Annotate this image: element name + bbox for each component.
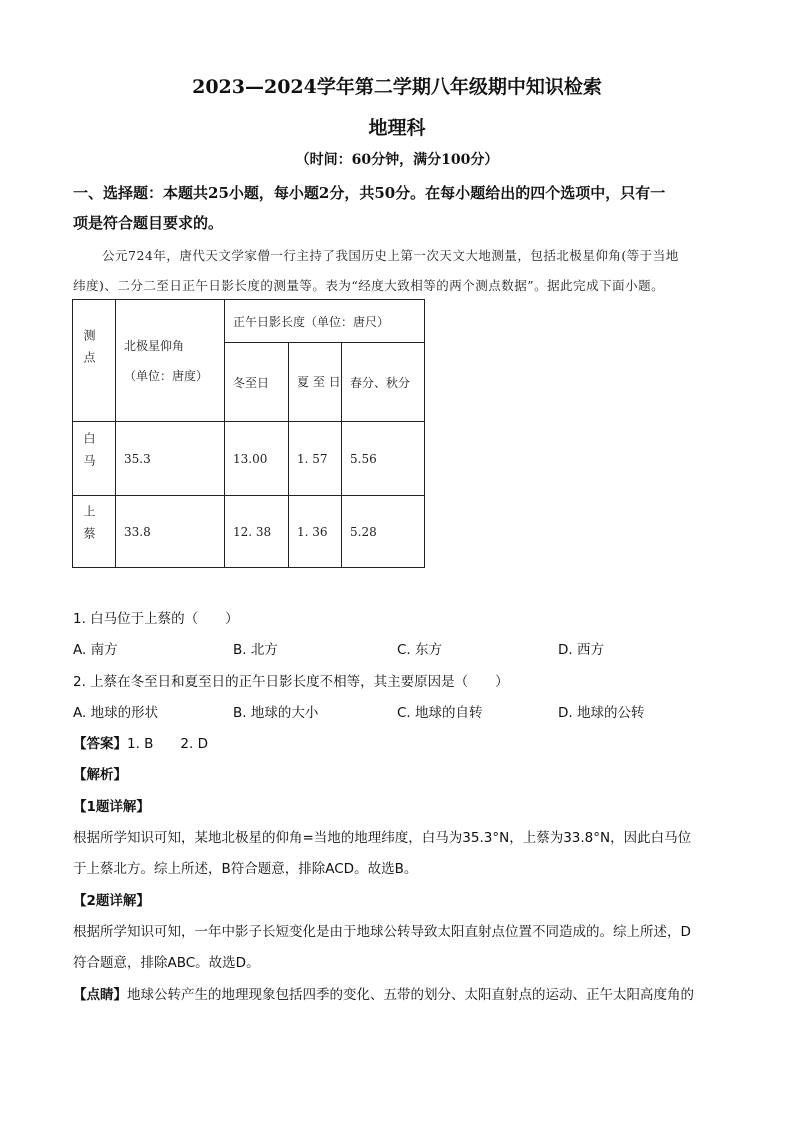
q2-stem: 2. 上蔡在冬至日和夏至日的正午日影长度不相等，其主要原因是（ ） <box>73 674 509 690</box>
cell-equinox: 5.56 <box>342 422 425 496</box>
cell-angle: 33.8 <box>116 496 225 568</box>
q1-stem: 1. 白马位于上蔡的（ ） <box>73 611 239 627</box>
q1-option-d[interactable]: D. 西方 <box>558 642 604 658</box>
q1-detail-line1: 根据所学知识可知，某地北极星的仰角=当地的地理纬度，白马为35.3°N，上蔡为33.8°N，因此白马位 <box>73 830 692 846</box>
header-shadow: 正午日影长度（单位：唐尺） <box>225 300 425 343</box>
q2-option-a[interactable]: A. 地球的形状 <box>73 705 159 721</box>
q2-detail-line1: 根据所学知识可知，一年中影子长短变化是由于地球公转导致太阳直射点位置不同造成的。综上所述，D <box>73 924 691 940</box>
q2-detail-label: 【2题详解】 <box>73 893 150 909</box>
intro-line1: 公元724年，唐代天文学家僧一行主持了我国历史上第一次天文大地测量，包括北极星仰角(等于当地 <box>102 248 679 263</box>
q1-option-a[interactable]: A. 南方 <box>73 642 118 658</box>
cell-station: 白马 <box>73 422 116 496</box>
q1-detail-label: 【1题详解】 <box>73 799 150 815</box>
header-winter: 冬至日 <box>225 343 289 422</box>
data-table <box>72 299 425 568</box>
intro-line2: 纬度)、二分二至日正午日影长度的测量等。表为“经度大致相等的两个测点数据”。据此完成下面小题。 <box>73 278 665 293</box>
subject-title: 地理科 <box>368 117 426 139</box>
tip-line <box>73 983 694 1003</box>
time-info: （时间：60分钟，满分100分） <box>295 152 499 168</box>
header-angle: 北极星仰角 （单位：唐度） <box>116 300 225 422</box>
cell-winter: 13.00 <box>225 422 289 496</box>
header-station: 测点 <box>73 300 116 422</box>
section-heading-line2: 项是符合题目要求的。 <box>73 214 224 232</box>
header-summer: 夏 至 日 <box>289 343 342 422</box>
cell-summer: 1. 57 <box>289 422 342 496</box>
q2-option-d[interactable]: D. 地球的公转 <box>558 705 645 721</box>
q2-option-b[interactable]: B. 地球的大小 <box>233 705 319 721</box>
q2-option-c[interactable]: C. 地球的自转 <box>397 705 483 721</box>
table-row <box>73 496 425 568</box>
cell-summer: 1. 36 <box>289 496 342 568</box>
q1-option-b[interactable]: B. 北方 <box>233 642 278 658</box>
section-heading-line1: 一、选择题：本题共25小题，每小题2分，共50分。在每小题给出的四个选项中，只有一 <box>73 184 666 202</box>
answer-text: 1. B 2. D <box>127 736 208 752</box>
q1-option-c[interactable]: C. 东方 <box>397 642 443 658</box>
answer-label: 【答案】 <box>73 736 127 752</box>
header-equinox: 春分、秋分 <box>342 343 425 422</box>
table-row <box>73 422 425 496</box>
cell-angle: 35.3 <box>116 422 225 496</box>
tip-text: 地球公转产生的地理现象包括四季的变化、五带的划分、太阳直射点的运动、正午太阳高度角的 <box>127 987 694 1003</box>
tip-label: 【点睛】 <box>73 987 127 1003</box>
cell-station: 上蔡 <box>73 496 116 568</box>
answer-line <box>73 732 208 752</box>
exam-title: 2023—2024学年第二学期八年级期中知识检索 <box>192 76 602 98</box>
cell-winter: 12. 38 <box>225 496 289 568</box>
analysis-label: 【解析】 <box>73 767 127 783</box>
cell-equinox: 5.28 <box>342 496 425 568</box>
q2-detail-line2: 符合题意，排除ABC。故选D。 <box>73 955 260 971</box>
q1-detail-line2: 于上蔡北方。综上所述，B符合题意，排除ACD。故选B。 <box>73 861 418 877</box>
